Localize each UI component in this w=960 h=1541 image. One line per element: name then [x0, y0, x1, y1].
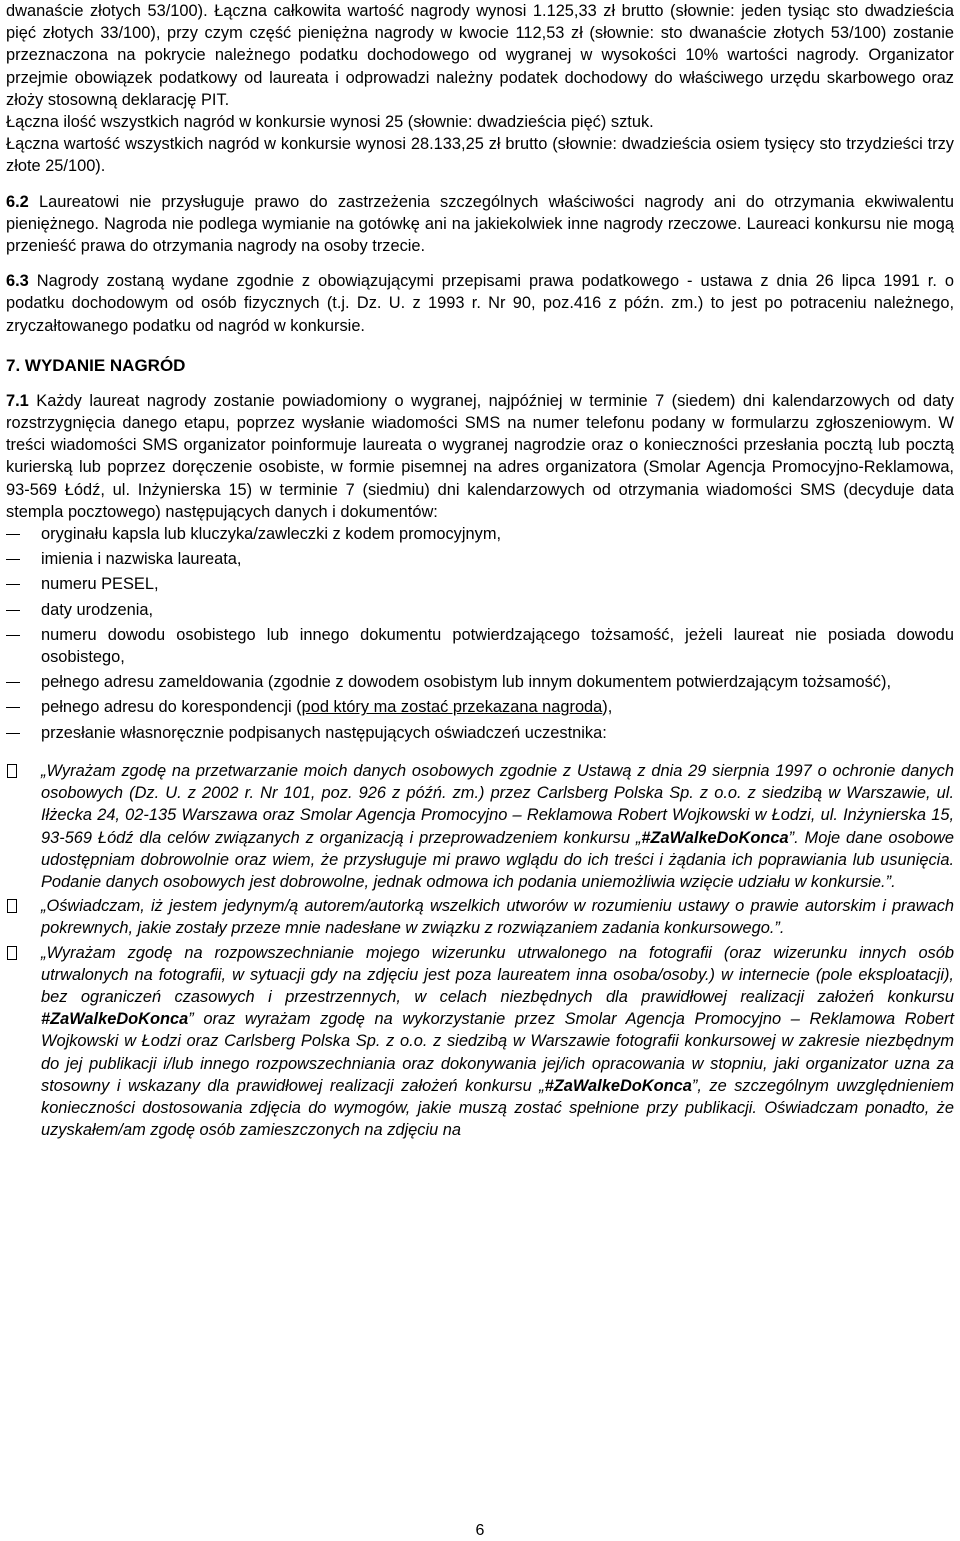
dash-bullet-icon	[6, 733, 20, 734]
checkbox-icon	[7, 946, 17, 960]
document-page	[6, 0, 954, 1141]
dash-bullet-icon	[6, 682, 20, 683]
declarations-list	[6, 760, 954, 1141]
list-item: oryginału kapsla lub kluczyka/zawleczki z kodem promocyjnym,	[6, 523, 954, 545]
section-text: Każdy laureat nagrody zostanie powiadomiony o wygranej, najpóźniej w terminie 7 (siedem) dni kalendarzowych od daty rozstrzygnięcia danego etapu, poprzez wysłanie wiadomości SMS na numer telefonu podany w formularzu zgłoszeniowym. W treści wiadomości SMS organizator poinformuje laureata o wygranej nagrodzie oraz o konieczności przesłania pocztą lub pocztą kurierską lub poprzez doręczenie osobiste, w formie pisemnej na adres organizatora (Smolar Agencja Promocyjno-Reklamowa, 93-569 Łódź, ul. Inżynierska 15) w terminie 7 (siedmiu) dni kalendarzowych od otrzymania wiadomości SMS (decyduje data stempla pocztowego) następujących danych i dokumentów:	[6, 391, 954, 521]
dash-bullet-icon	[6, 707, 20, 708]
page-number: 6	[475, 1522, 485, 1539]
section-7-1	[6, 390, 954, 523]
underlined-text: pod który ma zostać przekazana nagroda	[301, 698, 603, 717]
section-7-heading: 7. WYDANIE NAGRÓD	[6, 355, 186, 375]
section-text: Laureatowi nie przysługuje prawo do zastrzeżenia szczególnych właściwości nagrody ani do otrzymania ekwiwalentu pieniężnego. Nagroda nie podlega wymianie na gotówkę ani na jakiekolwiek inne nagrody rzeczowe. Laureaci konkursu nie mogą przenieść prawa do otrzymania nagrody na osoby trzecie.	[6, 192, 954, 256]
list-item: pełnego adresu zameldowania (zgodnie z dowodem osobistym lub innym dokumentem potwierdzającym tożsamość),	[6, 671, 954, 693]
required-documents-list	[6, 523, 954, 744]
declaration-data-consent: „Wyrażam zgodę na przetwarzanie moich danych osobowych zgodnie z Ustawą z dnia 29 sierpnia 1997 o ochronie danych osobowych (Dz. U. z 2002 r. Nr 101, poz. 926 z późń. zm.) przez Carlsberg Polska Sp. z o.o. z siedzibą w Warszawie, ul. Iłżecka 24, 02-135 Warszawa oraz Smolar Agencja Promocyjno – Reklamowa Robert Wojkowski w Łodzi, ul. Inżynierska 15, 93-569 Łódź dla celów związanych z organizacją i przeprowadzeniem konkursu „#ZaWalkeDoKonca”. Moje dane osobowe udostępniam dobrowolnie oraz wiem, że przysługuje mi prawo wglądu do ich treści i żądania ich poprawiania lub usunięcia. Podanie danych osobowych jest dobrowolne, jednak odmowa ich podania uniemożliwia wzięcie udziału w konkursie.”.	[6, 760, 954, 893]
contest-hashtag: #ZaWalkeDoKonca	[41, 1010, 189, 1029]
list-item: pełnego adresu do korespondencji (pod który ma zostać przekazana nagroda),	[6, 696, 954, 718]
dash-bullet-icon	[6, 610, 20, 611]
dash-bullet-icon	[6, 584, 20, 585]
section-6-3	[6, 270, 954, 337]
prize-count-paragraph: Łączna ilość wszystkich nagród w konkursie wynosi 25 (słownie: dwadzieścia pięć) sztuk.	[6, 113, 654, 132]
dash-bullet-icon	[6, 559, 20, 560]
section-number: 7.1	[6, 391, 29, 410]
section-number: 6.2	[6, 192, 29, 211]
prize-total-paragraph: Łączna wartość wszystkich nagród w konkursie wynosi 28.133,25 zł brutto (słownie: dwadzieścia osiem tysięcy sto trzydzieści trzy złote 25/100).	[6, 135, 954, 176]
list-item: przesłanie własnoręcznie podpisanych następujących oświadczeń uczestnika:	[6, 722, 954, 744]
contest-hashtag: #ZaWalkeDoKonca	[641, 828, 789, 847]
prize-value-paragraph: dwanaście złotych 53/100). Łączna całkowita wartość nagrody wynosi 1.125,33 zł brutto (słownie: jeden tysiąc sto dwadzieścia pięć złotych 33/100), przy czym część pieniężna nagrody w kwocie 112,53 zł (słownie: sto dwanaście złotych 53/100) zostanie przeznaczona na pokrycie należnego podatku dochodowego od wygranej w wysokości 10% wartości nagrody. Organizator przejmie obowiązek podatkowy od laureata i odprowadzi należny podatek dochodowy do właściwego urzędu skarbowego oraz złoży stosowną deklarację PIT.	[6, 2, 954, 109]
list-item: imienia i nazwiska laureata,	[6, 548, 954, 570]
declaration-image-consent: „Wyrażam zgodę na rozpowszechnianie mojego wizerunku utrwalonego na fotografii (oraz wizerunku innych osób utrwalonych na fotografii, w sytuacji gdy na zdjęciu jest poza laureatem inna osoba/osoby.) w internecie (pole eksploatacji), bez ograniczeń czasowych i przestrzennych, w celach niezbędnych dla prawidłowej realizacji założeń konkursu #ZaWalkeDoKonca” oraz wyrażam zgodę na wykorzystanie przez Smolar Agencja Promocyjno – Reklamowa Robert Wojkowski w Łodzi oraz Carlsberg Polska Sp. z o.o. z siedzibą w Warszawie fotografii konkursowej w zakresie niezbędnym do jej publikacji i/lub innego rozpowszechniania oraz dokonywania jej/ich opracowania w stopniu, jaki organizator uzna za stosowny i wskazany dla prawidłowej realizacji założeń konkursu „#ZaWalkeDoKonca”, ze szczególnym uwzględnieniem konieczności dostosowania zdjęcia do wymogów, jakie muszą zostać spełnione przy publikacji. Oświadczam ponadto, że uzyskałem/am zgodę osób zamieszczonych na zdjęciu na	[6, 942, 954, 1142]
contest-hashtag: #ZaWalkeDoKonca	[544, 1076, 692, 1095]
section-6-2	[6, 191, 954, 258]
list-item: numeru PESEL,	[6, 573, 954, 595]
list-item: daty urodzenia,	[6, 599, 954, 621]
declaration-authorship: „Oświadczam, iż jestem jedynym/ą autorem/autorką wszelkich utworów w rozumieniu ustawy o prawie autorskim i prawach pokrewnych, jakie zostały przeze mnie nadesłane w związku z rozwiązaniem zadania konkursowego.”.	[6, 895, 954, 939]
checkbox-icon	[7, 764, 17, 778]
dash-bullet-icon	[6, 534, 20, 535]
list-item: numeru dowodu osobistego lub innego dokumentu potwierdzającego tożsamość, jeżeli laureat nie posiada dowodu osobistego,	[6, 624, 954, 668]
section-number: 6.3	[6, 272, 29, 291]
dash-bullet-icon	[6, 635, 20, 636]
checkbox-icon	[7, 899, 17, 913]
section-text: Nagrody zostaną wydane zgodnie z obowiązującymi przepisami prawa podatkowego - ustawa z dnia 26 lipca 1991 r. o podatku dochodowym od osób fizycznych (t.j. Dz. U. z 1993 r. Nr 90, poz.416 z późn. zm.) to jest po potraceniu należnego, zryczałtowanego podatku od nagród w konkursie.	[6, 272, 954, 335]
